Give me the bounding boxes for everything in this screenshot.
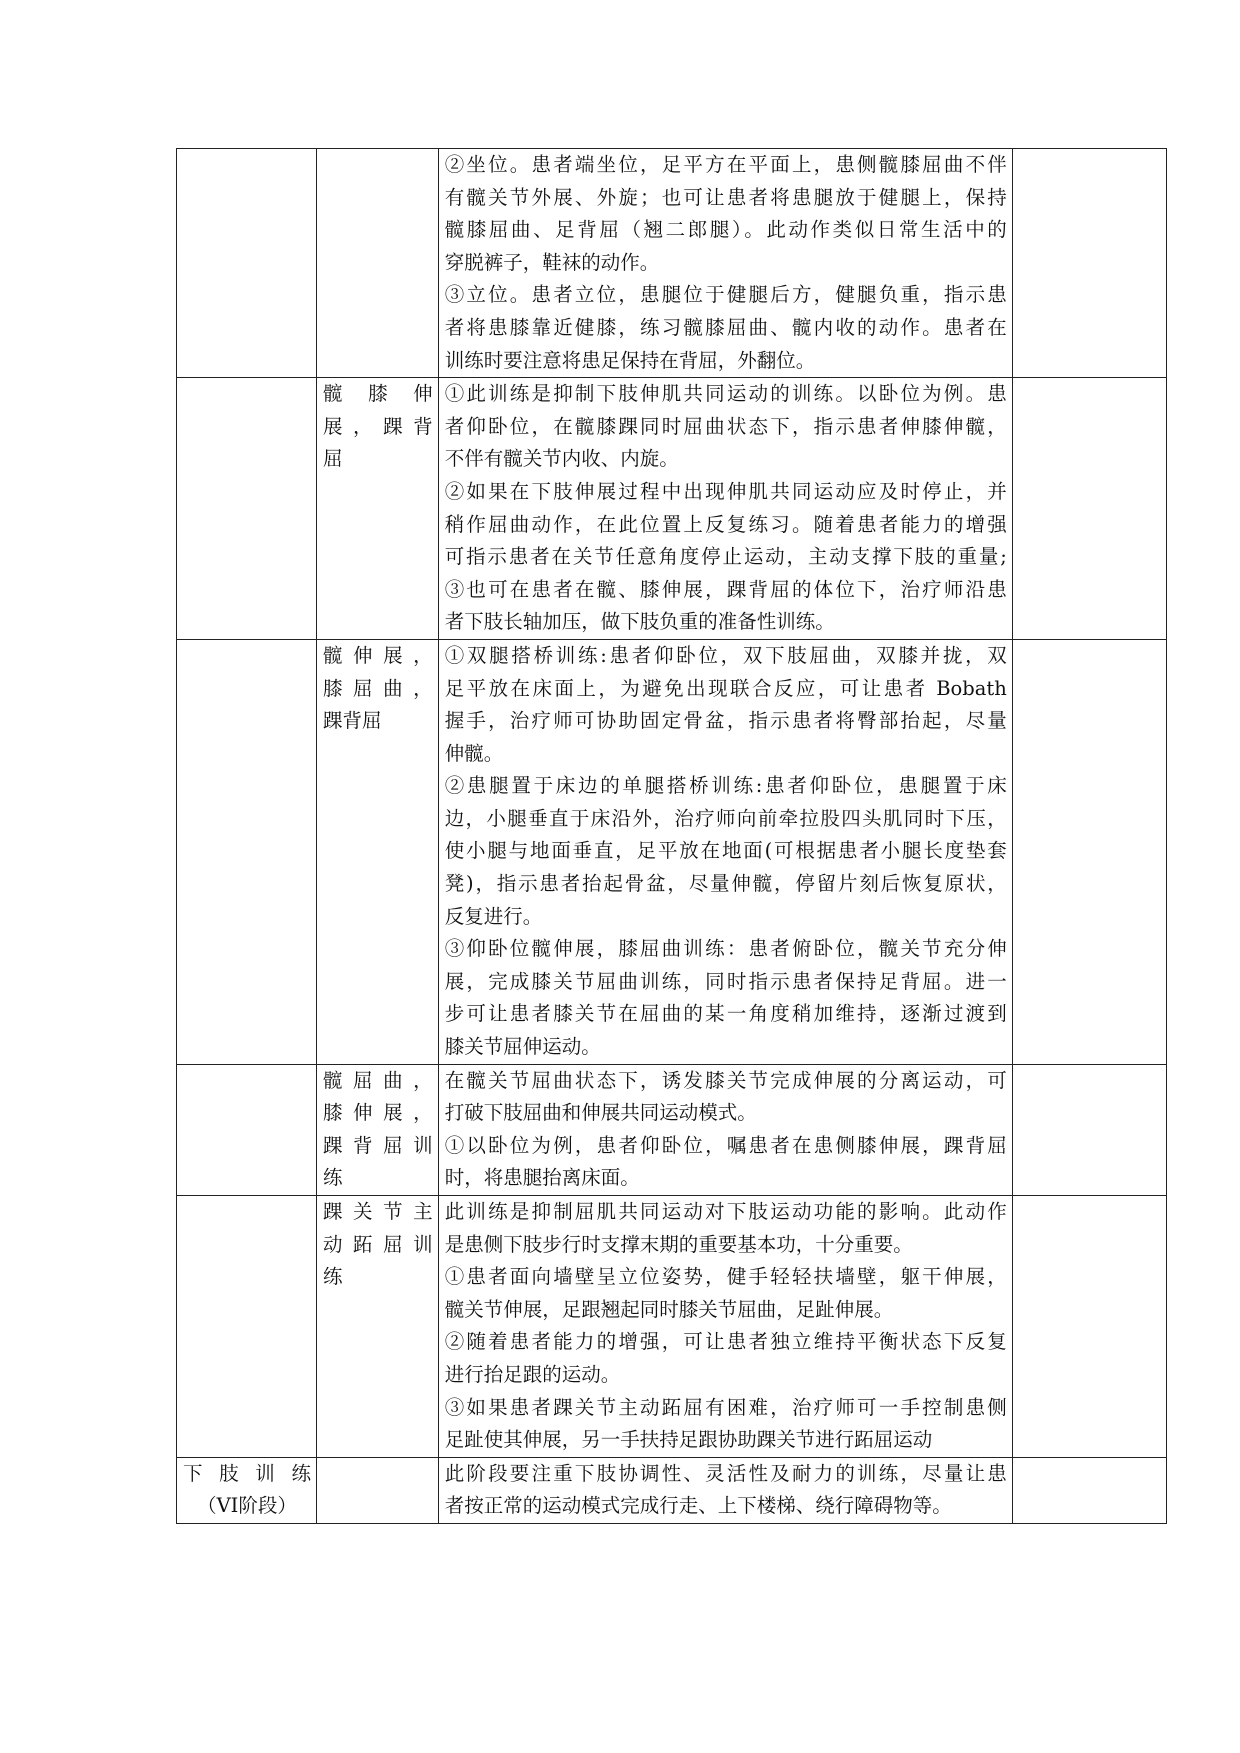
- table-row: [177, 1064, 1167, 1195]
- training-name-cell: [316, 378, 438, 640]
- content-line: 者仰卧位，在髋膝踝同时屈曲状态下，指示患者伸膝伸髋，: [444, 414, 1007, 438]
- training-table: [176, 148, 1167, 1524]
- training-content-cell: [438, 1457, 1012, 1523]
- table-body: [177, 149, 1167, 1524]
- content-line: 足平放在床面上，为避免出现联合反应，可让患者 Bobath: [444, 676, 1007, 700]
- name-line: 膝伸展，: [322, 1101, 433, 1125]
- name-line: 动跖屈训: [322, 1232, 433, 1256]
- training-content-cell: [438, 378, 1012, 640]
- training-name-cell: [316, 1196, 438, 1458]
- notes-cell: [1012, 1457, 1166, 1523]
- training-name-cell: [316, 1064, 438, 1195]
- stage-cell: [177, 149, 317, 378]
- content-line: 使小腿与地面垂直，足平放在地面(可根据患者小腿长度垫套: [444, 839, 1007, 863]
- content-line: 训练时要注意将患足保持在背屈，外翻位。: [444, 348, 816, 372]
- content-line: 髋关节伸展，足跟翘起同时膝关节屈曲，足趾伸展。: [444, 1297, 894, 1321]
- name-line: 练: [322, 1166, 343, 1190]
- content-line: 稍作屈曲动作，在此位置上反复练习。随着患者能力的增强: [444, 512, 1007, 536]
- content-line: 足趾使其伸展，另一手扶持足跟协助踝关节进行跖屈运动: [444, 1428, 933, 1452]
- content-line: ②坐位。患者端坐位，足平方在平面上，患侧髋膝屈曲不伴: [444, 153, 1007, 176]
- table-row: [177, 1457, 1167, 1523]
- stage-cell: [177, 1196, 317, 1458]
- content-line: 在髋关节屈曲状态下，诱发膝关节完成伸展的分离运动，可: [444, 1068, 1007, 1092]
- content-line: ②随着患者能力的增强，可让患者独立维持平衡状态下反复: [444, 1330, 1007, 1354]
- content-line: 膝关节屈伸运动。: [444, 1035, 601, 1059]
- content-line: 伸髋。: [444, 741, 504, 765]
- name-line: 踝关节主: [322, 1200, 433, 1223]
- content-line: ③也可在患者在髋、膝伸展，踝背屈的体位下，治疗师沿患: [444, 577, 1007, 601]
- content-line: 此阶段要注重下肢协调性、灵活性及耐力的训练，尽量让患: [444, 1461, 1007, 1485]
- name-line: 膝屈曲，: [322, 676, 433, 700]
- content-line: ③立位。患者立位，患腿位于健腿后方，健腿负重，指示患: [444, 283, 1007, 307]
- stage-cell: [177, 1064, 317, 1195]
- notes-cell: [1012, 1064, 1166, 1195]
- notes-cell: [1012, 378, 1166, 640]
- content-line: 不伴有髋关节内收、内旋。: [444, 447, 679, 471]
- stage-line: （VI阶段）: [197, 1494, 297, 1518]
- content-line: 步可让患者膝关节在屈曲的某一角度稍加维持，逐渐过渡到: [444, 1002, 1007, 1026]
- training-name-cell: [316, 639, 438, 1064]
- stage-cell: [177, 378, 317, 640]
- table-row: [177, 639, 1167, 1064]
- content-line: 握手，治疗师可协助固定骨盆，指示患者将臀部抬起，尽量: [444, 709, 1007, 733]
- content-line: ①患者面向墙壁呈立位姿势，健手轻轻扶墙壁，躯干伸展，: [444, 1265, 1007, 1289]
- content-line: ②患腿置于床边的单腿搭桥训练:患者仰卧位，患腿置于床: [444, 774, 1007, 798]
- content-line: 展，完成膝关节屈曲训练，同时指示患者保持足背屈。进一: [444, 969, 1007, 993]
- content-line: 者将患膝靠近健膝，练习髋膝屈曲、髋内收的动作。患者在: [444, 315, 1007, 339]
- name-line: 髋伸展，: [322, 643, 433, 667]
- name-line: 展，踝背: [322, 414, 433, 438]
- name-line: 踝背屈: [322, 709, 382, 733]
- content-line: 进行抬足跟的运动。: [444, 1362, 621, 1386]
- content-line: 可指示患者在关节任意角度停止运动，主动支撑下肢的重量;: [444, 545, 1007, 569]
- name-line: 屈: [322, 447, 343, 471]
- content-line: 是患侧下肢步行时支撑末期的重要基本功，十分重要。: [444, 1232, 913, 1256]
- content-line: ①此训练是抑制下肢伸肌共同运动的训练。以卧位为例。患: [444, 382, 1007, 406]
- training-content-cell: [438, 1196, 1012, 1458]
- training-name-cell: [316, 149, 438, 378]
- training-content-cell: [438, 1064, 1012, 1195]
- content-line: 者下肢长轴加压，做下肢负重的准备性训练。: [444, 610, 835, 634]
- table-row: [177, 1196, 1167, 1458]
- name-line: 髋屈曲，: [322, 1068, 433, 1092]
- notes-cell: [1012, 1196, 1166, 1458]
- stage-line: 下肢训练: [183, 1461, 311, 1485]
- table-row: [177, 149, 1167, 378]
- content-line: 反复进行。: [444, 904, 543, 928]
- content-line: 打破下肢屈曲和伸展共同运动模式。: [444, 1101, 757, 1125]
- content-line: 髋膝屈曲、足背屈（翘二郎腿）。此动作类似日常生活中的: [444, 218, 1007, 242]
- notes-cell: [1012, 639, 1166, 1064]
- training-content-cell: [438, 149, 1012, 378]
- name-line: 髋膝伸: [322, 382, 433, 406]
- training-content-cell: [438, 639, 1012, 1064]
- table-row: [177, 378, 1167, 640]
- notes-cell: [1012, 149, 1166, 378]
- content-line: 时，将患腿抬离床面。: [444, 1166, 640, 1190]
- content-line: 此训练是抑制屈肌共同运动对下肢运动功能的影响。此动作: [444, 1200, 1007, 1223]
- content-line: ①以卧位为例，患者仰卧位，嘱患者在患侧膝伸展，踝背屈: [444, 1133, 1007, 1157]
- content-line: ②如果在下肢伸展过程中出现伸肌共同运动应及时停止，并: [444, 479, 1007, 503]
- name-line: 踝背屈训: [322, 1133, 433, 1157]
- content-line: 者按正常的运动模式完成行走、上下楼梯、绕行障碍物等。: [444, 1494, 952, 1518]
- content-line: ①双腿搭桥训练:患者仰卧位，双下肢屈曲，双膝并拢，双: [444, 643, 1007, 667]
- content-line: 边，小腿垂直于床沿外，治疗师向前牵拉股四头肌同时下压，: [444, 806, 1007, 830]
- stage-cell: [177, 639, 317, 1064]
- content-line: 有髋关节外展、外旋；也可让患者将患腿放于健腿上，保持: [444, 185, 1007, 209]
- name-line: 练: [322, 1265, 343, 1289]
- content-line: ③仰卧位髋伸展，膝屈曲训练：患者俯卧位，髋关节充分伸: [444, 937, 1007, 961]
- stage-cell: [177, 1457, 317, 1523]
- content-line: ③如果患者踝关节主动跖屈有困难，治疗师可一手控制患侧: [444, 1395, 1007, 1419]
- content-line: 凳)，指示患者抬起骨盆，尽量伸髋，停留片刻后恢复原状，: [444, 872, 1007, 896]
- content-line: 穿脱裤子，鞋袜的动作。: [444, 250, 660, 274]
- training-name-cell: [316, 1457, 438, 1523]
